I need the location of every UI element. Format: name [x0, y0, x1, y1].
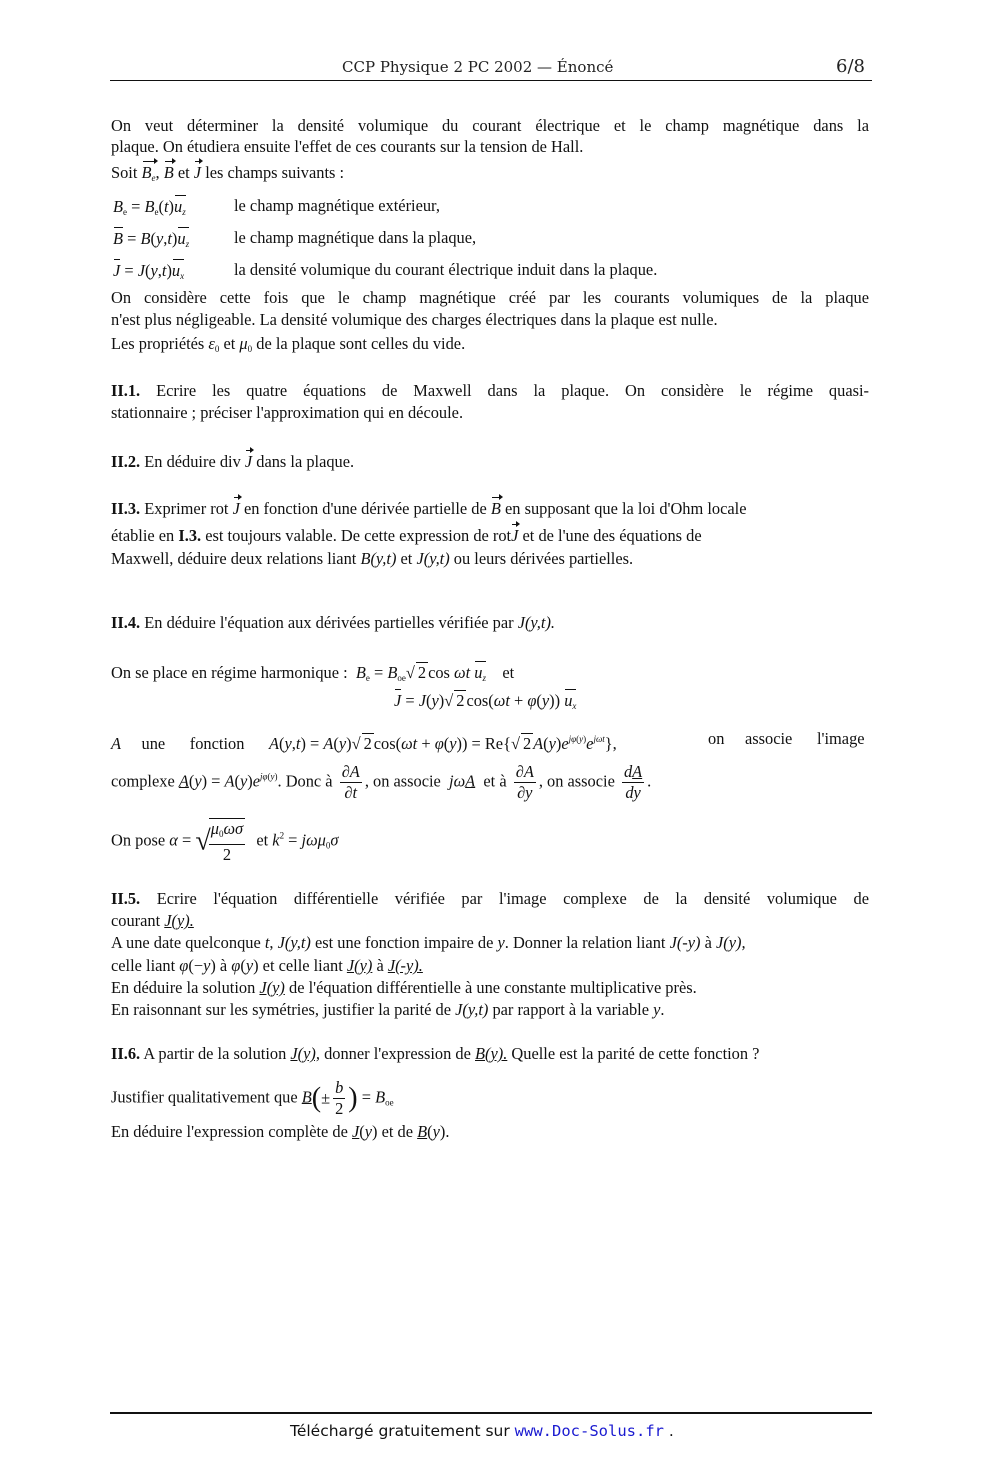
text-equations: et de l'une des équations de: [522, 526, 702, 545]
symbol-J-minus-y-complex: J(-y).: [387, 956, 423, 975]
question-II5-line-3: A une date quelconque t, J(y,t) est une fonction impaire de y. Donner la relation liant J(-y) à J(y),: [111, 933, 746, 952]
question-II2: [111, 452, 354, 472]
text-etablie: établie en: [111, 526, 175, 545]
question-II6-line-2: Justifier qualitativement que B(± $\frac{b}{2}$ ) = $B_{oe}$: [111, 1078, 394, 1118]
text-et-a: et à: [483, 771, 507, 791]
question-number: II.5.: [111, 889, 141, 908]
text-expression: donner l'expression de: [324, 1044, 471, 1063]
question-number: II.2.: [111, 452, 141, 471]
text-partial: en fonction d'une dérivée partielle de: [243, 499, 487, 518]
question-II6-line-3: En déduire l'expression complète de J(y) et de B(y).: [111, 1122, 450, 1141]
text-variable: par rapport à la variable: [492, 1000, 649, 1019]
text-impaire: est une fonction impaire de: [314, 933, 494, 952]
question-II1-line-2: stationnaire ; préciser l'approximation qui en découle.: [111, 403, 464, 422]
harmonic-pose-line: On pose α = √ $\frac{\mu_0\omega\sigma}{2}$ et $k^2 = j\omega\mu_0\sigma$: [111, 819, 339, 864]
symbol-Jy-complex: J(y): [259, 978, 285, 997]
symbol-Jy: J(y),: [716, 933, 746, 952]
question-II5-line-5: [111, 978, 697, 998]
symbol-Jyt: J(y,t): [455, 1000, 489, 1019]
intro-line-5: Les propriétés $\varepsilon_0$ et $\mu_0$ de la plaque sont celles du vide.: [111, 334, 466, 354]
symbol-Jyt: J(y,t): [416, 549, 450, 568]
symbol-Jyt: J(y,t).: [517, 613, 555, 632]
text-relation: Donner la relation liant: [512, 933, 666, 952]
reference-I3: I.3.: [178, 526, 202, 545]
text-associe: associe: [745, 729, 793, 748]
header-rule: [110, 80, 872, 81]
text-partir: A partir de la solution: [143, 1044, 287, 1063]
symbol-Jy-complex: J(y): [346, 956, 373, 975]
soit-text: Soit: [111, 163, 138, 182]
fraction-dA-dt: $\frac{\partial A}{\partial t}$: [341, 762, 360, 802]
text-constante: de l'équation différentielle à une constante multiplicative près.: [289, 978, 697, 997]
footer-dot: .: [668, 1422, 674, 1440]
text-ohm: en supposant que la loi d'Ohm locale: [505, 499, 747, 518]
intro-line-3: On considère cette fois que le champ magnétique créé par les courants volumiques de la plaque: [111, 288, 869, 307]
soit-suffix: les champs suivants :: [205, 163, 345, 182]
text-date: A une date quelconque: [111, 933, 261, 952]
text-fonction: fonction: [189, 734, 245, 753]
question-II5-line-4: celle liant φ(−y) à φ(y) et celle liant J(y) à J(-y).: [111, 956, 423, 975]
text-celle-liant: celle liant: [111, 956, 176, 975]
text-rot: Exprimer rot: [144, 499, 229, 518]
text-expression-complete: En déduire l'expression complète de: [111, 1122, 348, 1141]
footer-link[interactable]: www.Doc-Solus.fr: [514, 1422, 664, 1440]
intro-line-4: n'est plus négligeable. La densité volumique des charges électriques dans la plaque est nulle.: [111, 310, 718, 329]
question-text: En déduire div: [144, 452, 241, 471]
equation-J: $J = J(y,t)u_x$: [113, 261, 184, 286]
question-number: II.4.: [111, 613, 141, 632]
intro-soit-line: Soit $B_e$, B et J les champs suivants :: [111, 163, 344, 188]
harmonic-text: On se place en régime harmonique :: [111, 663, 348, 682]
page-header-title: CCP Physique 2 PC 2002 — Énoncé: [342, 58, 614, 76]
symbol-By-complex: B(y).: [475, 1044, 508, 1063]
fraction-b-2: $\frac{b}{2}$: [335, 1078, 344, 1118]
vector-J: J: [244, 452, 253, 471]
symbol-Byt: B(y,t): [360, 549, 397, 568]
symbol-Jyt: J(y,t): [277, 933, 311, 952]
text-donc: . Donc à: [277, 771, 333, 791]
footer-rule: [110, 1412, 872, 1414]
harmonic-complexe-line: complexe $A(y) = A(y)e^{j\varphi(y)}$. Donc à $\frac{\partial A}{\partial t}$ , on associe jωA et à $\frac{\partial A}{\partial y}$ , on associe $\frac{dA}{dy}$ .: [111, 762, 652, 802]
text-et: et: [256, 830, 269, 850]
text-image: l'image: [817, 729, 865, 748]
def-J: la densité volumique du courant électrique induit dans la plaque.: [234, 260, 658, 279]
text-et: et: [400, 549, 413, 568]
harmonic-intro: On se place en régime harmonique : $B_e = B_{oe}√$ 2 cos ωt $u_z$ et: [111, 662, 514, 688]
text-a: à: [704, 933, 712, 952]
question-number: II.3.: [111, 499, 141, 518]
fraction-dA-dy: $\frac{\partial A}{\partial y}$: [515, 762, 534, 802]
text-derivees: ou leurs dérivées partielles.: [453, 549, 634, 568]
text-symetries: En raisonnant sur les symétries, justifier la parité de: [111, 1000, 452, 1019]
question-II3-line-2: [111, 526, 702, 546]
def-Be: le champ magnétique extérieur,: [234, 196, 440, 215]
vector-B: B: [163, 163, 174, 182]
intro-line-1: On veut déterminer la densité volumique du courant électrique et le champ magnétique dans la: [111, 116, 869, 135]
text-courant: courant: [111, 911, 161, 930]
question-text-suffix: dans la plaque.: [256, 452, 355, 471]
def-B: le champ magnétique dans la plaque,: [234, 228, 477, 247]
fraction-dA-dy-complex: $\frac{dA}{dy}$: [623, 762, 643, 802]
question-text: Ecrire les quatre équations de Maxwell dans la plaque. On considère le régime quasi-: [156, 381, 869, 400]
vector-B: B: [490, 499, 501, 518]
properties-suffix: de la plaque sont celles du vide.: [256, 334, 466, 353]
equation-B: $B = B(y,t)u_z$: [113, 229, 189, 254]
text-et-de: et de: [381, 1122, 414, 1141]
harmonic-A-line: A une fonction A(y,t) = A(y)√ 2 cos(ωt + φ(y)) = Re{√ 2 $A(y)e^{j\varphi(y)}e^{j\omega t}$},: [111, 734, 617, 753]
vector-Be: $B_e$: [142, 163, 156, 188]
text-et: et: [502, 663, 515, 682]
page-number: 6/8: [836, 56, 865, 77]
text-parite: Quelle est la parité de cette fonction ?: [511, 1044, 760, 1063]
properties-text: Les propriétés: [111, 334, 205, 353]
question-II5-line-1: [111, 889, 869, 909]
fraction-alpha: $\frac{\mu_0\omega\sigma}{2}$: [210, 819, 244, 864]
footer: [290, 1422, 674, 1440]
question-II4: [111, 613, 555, 633]
question-II3-line-3: [111, 549, 633, 569]
text-maxwell: Maxwell, déduire deux relations liant: [111, 549, 357, 568]
vector-J: J: [511, 526, 519, 545]
harmonic-J: J = J(y)√ 2 cos(ωt + φ(y)) $u_x$: [394, 690, 576, 716]
text-solution: En déduire la solution: [111, 978, 256, 997]
question-II6-line-1: [111, 1044, 759, 1064]
text-on-pose: On pose: [111, 830, 166, 850]
text-celle-liant-2: et celle liant: [262, 956, 343, 975]
question-text: En déduire l'équation aux dérivées partielles vérifiée par: [144, 613, 514, 632]
text-expression: est toujours valable. De cette expression de rot: [205, 526, 512, 545]
question-II5-line-2: [111, 911, 194, 931]
vector-J: J: [193, 163, 202, 182]
question-number: II.6.: [111, 1044, 141, 1063]
text-justifier: Justifier qualitativement que: [111, 1087, 298, 1107]
question-II5-line-6: En raisonnant sur les symétries, justifier la parité de J(y,t) par rapport à la variable y.: [111, 1000, 665, 1019]
question-text: Ecrire l'équation différentielle vérifiée par l'image complexe de la densité volumique de: [156, 889, 870, 908]
text-complexe: complexe: [111, 771, 175, 791]
footer-text: Téléchargé gratuitement sur: [290, 1422, 510, 1440]
equation-Be: $B_e = B_e(t)u_z$: [113, 197, 186, 222]
text-on: on: [708, 729, 725, 748]
text-on-associe: , on associe: [364, 771, 441, 791]
question-number: II.1.: [111, 381, 141, 400]
intro-line-2: plaque. On étudiera ensuite l'effet de ces courants sur la tension de Hall.: [111, 137, 584, 156]
question-II3-line-1: [111, 499, 746, 519]
vector-J: J: [232, 499, 240, 518]
question-II1-line-1: [111, 381, 869, 401]
text-on-associe-2: , on associe: [538, 771, 615, 791]
symbol-Jy-complex: J(y),: [290, 1044, 320, 1063]
symbol-J-minus-y: J(-y): [669, 933, 701, 952]
text-une: une: [141, 734, 166, 753]
symbol-Jy-complex: J(y).: [164, 911, 194, 930]
